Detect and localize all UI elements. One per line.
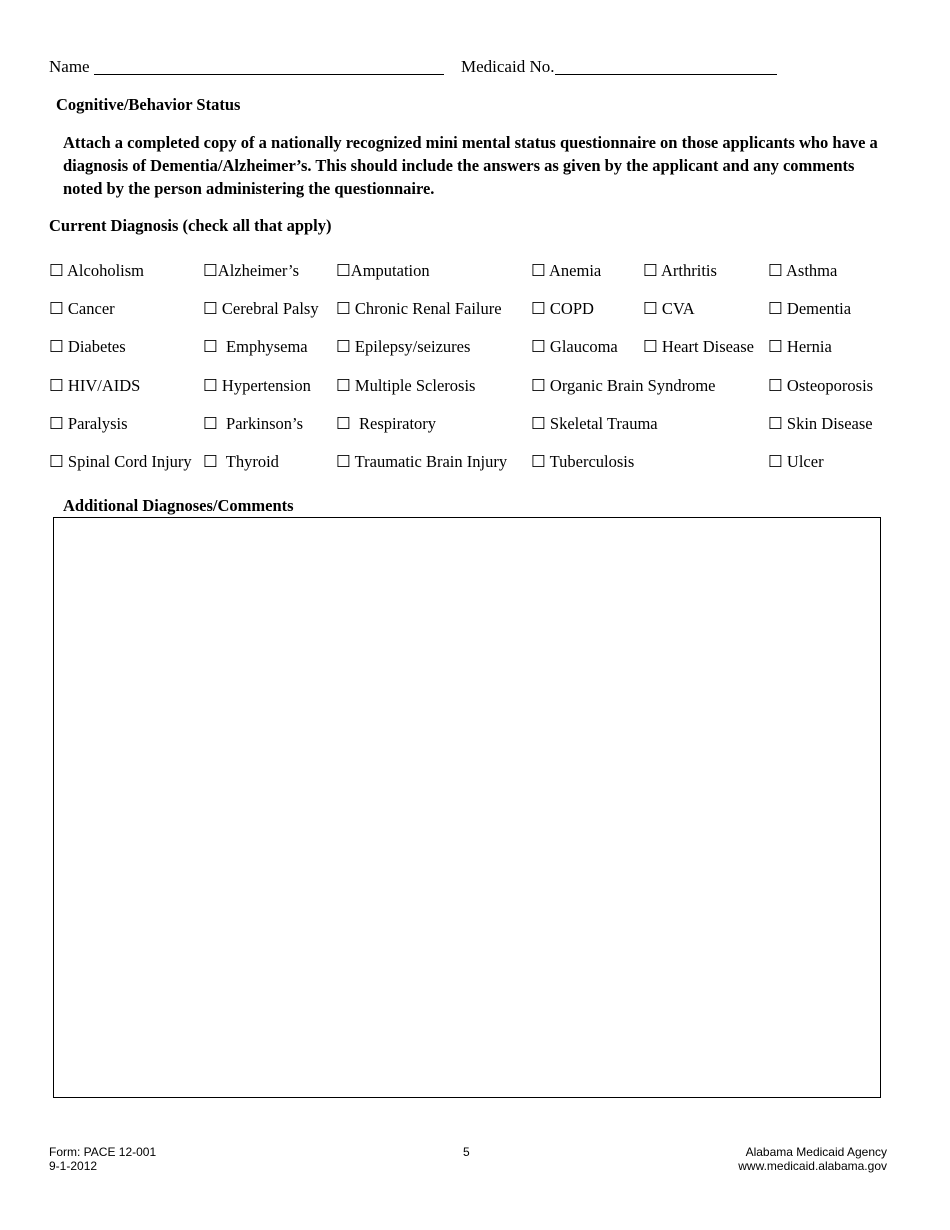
- checkbox-icon: ☐: [768, 337, 783, 356]
- checkbox-traumatic-brain-injury[interactable]: ☐ Traumatic Brain Injury: [336, 452, 508, 471]
- checkbox-icon: ☐: [336, 452, 351, 471]
- diagnosis-heading: Current Diagnosis (check all that apply): [49, 216, 332, 235]
- checkbox-icon: ☐: [531, 337, 546, 356]
- checkbox-chronic-renal-failure[interactable]: ☐ Chronic Renal Failure: [336, 299, 502, 318]
- checkbox-organic-brain-syndrome[interactable]: ☐ Organic Brain Syndrome: [531, 376, 716, 395]
- checkbox-icon: ☐: [531, 376, 546, 395]
- checkbox-skeletal-trauma[interactable]: ☐ Skeletal Trauma: [531, 414, 658, 433]
- comments-textarea[interactable]: [53, 517, 881, 1098]
- checkbox-icon: ☐: [336, 376, 351, 395]
- checkbox-thyroid[interactable]: ☐ Thyroid: [203, 452, 279, 471]
- checkbox-icon: ☐: [203, 261, 218, 280]
- checkbox-diabetes[interactable]: ☐ Diabetes: [49, 337, 126, 356]
- checkbox-cerebral-palsy[interactable]: ☐ Cerebral Palsy: [203, 299, 319, 318]
- checkbox-icon: ☐: [203, 452, 218, 471]
- checkbox-icon: ☐: [336, 414, 351, 433]
- checkbox-cancer[interactable]: ☐ Cancer: [49, 299, 115, 318]
- checkbox-asthma[interactable]: ☐ Asthma: [768, 261, 838, 280]
- checkbox-ulcer[interactable]: ☐ Ulcer: [768, 452, 824, 471]
- checkbox-icon: ☐: [531, 414, 546, 433]
- checkbox-icon: ☐: [336, 299, 351, 318]
- checkbox-epilepsy-seizures[interactable]: ☐ Epilepsy/seizures: [336, 337, 471, 356]
- name-field[interactable]: [94, 74, 444, 75]
- checkbox-icon: ☐: [768, 376, 783, 395]
- medicaid-number-field[interactable]: [555, 74, 777, 75]
- checkbox-icon: ☐: [49, 261, 64, 280]
- agency-website: www.medicaid.alabama.gov: [738, 1159, 887, 1173]
- checkbox-dementia[interactable]: ☐ Dementia: [768, 299, 852, 318]
- checkbox-emphysema[interactable]: ☐ Emphysema: [203, 337, 308, 356]
- checkbox-hypertension[interactable]: ☐ Hypertension: [203, 376, 311, 395]
- checkbox-icon: ☐: [336, 337, 351, 356]
- checkbox-arthritis[interactable]: ☐ Arthritis: [643, 261, 717, 280]
- checkbox-hiv-aids[interactable]: ☐ HIV/AIDS: [49, 376, 141, 395]
- checkbox-icon: ☐: [768, 299, 783, 318]
- checkbox-multiple-sclerosis[interactable]: ☐ Multiple Sclerosis: [336, 376, 476, 395]
- checkbox-icon: ☐: [336, 261, 351, 280]
- checkbox-amputation[interactable]: ☐Amputation: [336, 261, 430, 280]
- checkbox-icon: ☐: [49, 376, 64, 395]
- checkbox-icon: ☐: [643, 337, 658, 356]
- checkbox-icon: ☐: [203, 414, 218, 433]
- agency-name: Alabama Medicaid Agency: [745, 1145, 887, 1159]
- checkbox-icon: ☐: [49, 414, 64, 433]
- checkbox-icon: ☐: [531, 261, 546, 280]
- checkbox-icon: ☐: [643, 299, 658, 318]
- comments-heading: Additional Diagnoses/Comments: [63, 496, 294, 515]
- checkbox-icon: ☐: [531, 452, 546, 471]
- checkbox-copd[interactable]: ☐ COPD: [531, 299, 594, 318]
- checkbox-icon: ☐: [203, 337, 218, 356]
- checkbox-icon: ☐: [768, 261, 783, 280]
- checkbox-icon: ☐: [49, 337, 64, 356]
- footer-left: [49, 1145, 156, 1173]
- checkbox-glaucoma[interactable]: ☐ Glaucoma: [531, 337, 618, 356]
- checkbox-osteoporosis[interactable]: ☐ Osteoporosis: [768, 376, 874, 395]
- checkbox-icon: ☐: [49, 452, 64, 471]
- page-number: 5: [463, 1145, 470, 1159]
- checkbox-icon: ☐: [768, 452, 783, 471]
- instructions-paragraph: Attach a completed copy of a nationally recognized mini mental status questionnaire on those applicants who have a diagnosis of Dementia/Alzheimer’s. This should include the answers as given by the applicant and any comments noted by the person administering the questionnaire.: [63, 133, 878, 198]
- checkbox-parkinsons[interactable]: ☐ Parkinson’s: [203, 414, 304, 433]
- checkbox-hernia[interactable]: ☐ Hernia: [768, 337, 832, 356]
- checkbox-anemia[interactable]: ☐ Anemia: [531, 261, 602, 280]
- checkbox-icon: ☐: [768, 414, 783, 433]
- checkbox-icon: ☐: [643, 261, 658, 280]
- medicaid-label: Medicaid No.: [461, 57, 555, 76]
- checkbox-tuberculosis[interactable]: ☐ Tuberculosis: [531, 452, 635, 471]
- checkbox-skin-disease[interactable]: ☐ Skin Disease: [768, 414, 873, 433]
- name-label: Name: [49, 57, 90, 76]
- checkbox-alcoholism[interactable]: ☐ Alcoholism: [49, 261, 145, 280]
- checkbox-cva[interactable]: ☐ CVA: [643, 299, 695, 318]
- form-number: Form: PACE 12-001: [49, 1145, 157, 1159]
- form-date: 9-1-2012: [49, 1159, 98, 1173]
- checkbox-heart-disease[interactable]: ☐ Heart Disease: [643, 337, 755, 356]
- checkbox-alzheimers[interactable]: ☐Alzheimer’s: [203, 261, 300, 280]
- checkbox-icon: ☐: [49, 299, 64, 318]
- checkbox-icon: ☐: [203, 299, 218, 318]
- footer-right: [738, 1145, 887, 1173]
- section-title: Cognitive/Behavior Status: [56, 95, 241, 114]
- checkbox-respiratory[interactable]: ☐ Respiratory: [336, 414, 437, 433]
- checkbox-paralysis[interactable]: ☐ Paralysis: [49, 414, 128, 433]
- checkbox-icon: ☐: [531, 299, 546, 318]
- checkbox-icon: ☐: [203, 376, 218, 395]
- checkbox-spinal-cord-injury[interactable]: ☐ Spinal Cord Injury: [49, 452, 192, 471]
